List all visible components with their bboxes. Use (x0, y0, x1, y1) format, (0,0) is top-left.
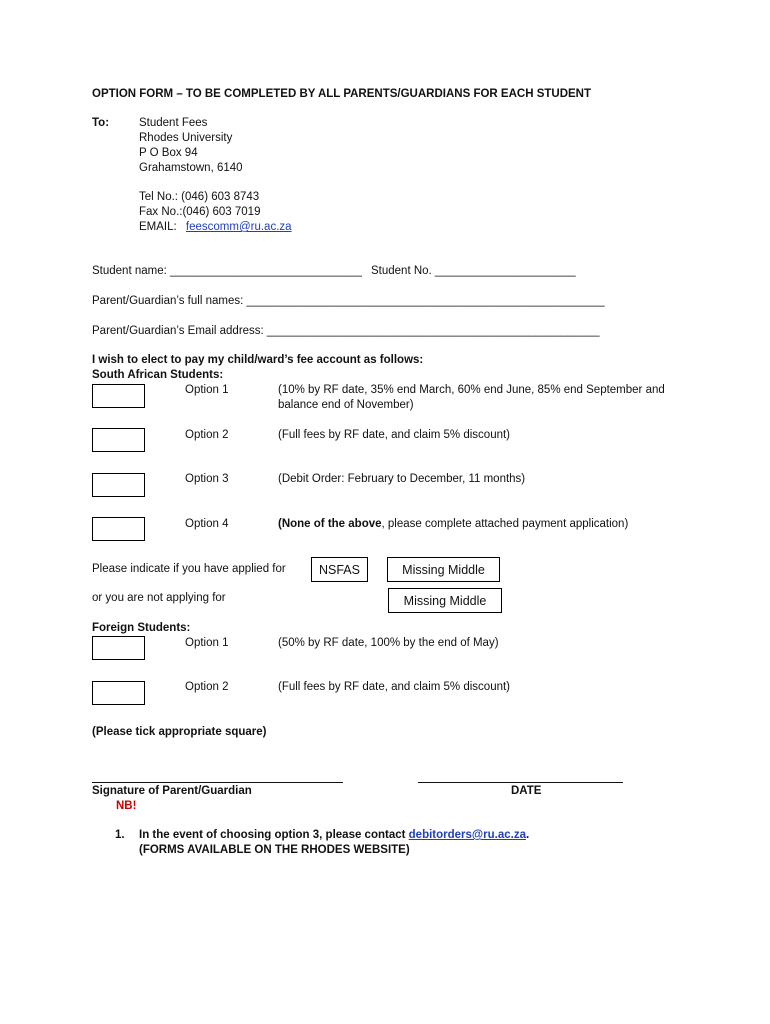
note-text (139, 829, 529, 841)
sa-option-3-label: Option 3 (185, 473, 229, 485)
missing-middle-option-not-applying[interactable]: Missing Middle (388, 588, 502, 613)
form-title: OPTION FORM – TO BE COMPLETED BY ALL PARENTS/GUARDIANS FOR EACH STUDENT (92, 88, 591, 100)
tel-number: Tel No.: (046) 603 8743 (139, 191, 260, 203)
student-name-field[interactable]: Student name: ______________________________ (92, 265, 362, 277)
sa-option-1-label: Option 1 (185, 384, 229, 396)
nb-label: NB! (116, 800, 137, 812)
fax-number: Fax No.:(046) 603 7019 (139, 206, 261, 218)
sa-option-4-desc-bold: (None of the above (278, 518, 382, 530)
note-text-before: In the event of choosing option 3, please contact (139, 829, 409, 841)
foreign-option-1-desc: (50% by RF date, 100% by the end of May) (278, 637, 499, 649)
intro-text: I wish to elect to pay my child/ward’s fee account as follows: (92, 354, 424, 366)
sa-option-1-desc: (10% by RF date, 35% end March, 60% end June, 85% end September and (278, 384, 665, 396)
not-applying-text: or you are not applying for (92, 592, 226, 604)
sa-option-1-checkbox[interactable] (92, 384, 145, 408)
sa-option-3-desc: (Debit Order: February to December, 11 months) (278, 473, 526, 485)
address-line-4: Grahamstown, 6140 (139, 162, 243, 174)
foreign-option-1-label: Option 1 (185, 637, 229, 649)
address-line-1: Student Fees (139, 117, 208, 129)
sa-option-4-desc (278, 518, 628, 530)
foreign-option-1-checkbox[interactable] (92, 636, 145, 660)
foreign-option-2-checkbox[interactable] (92, 681, 145, 705)
foreign-option-2-desc: (Full fees by RF date, and claim 5% discount) (278, 681, 511, 693)
note-line-2: (FORMS AVAILABLE ON THE RHODES WEBSITE) (139, 844, 410, 856)
foreign-option-2-label: Option 2 (185, 681, 229, 693)
parent-email-field[interactable]: Parent/Guardian’s Email address: ____________________________________________________ (92, 325, 600, 337)
email-link[interactable]: feescomm@ru.ac.za (185, 221, 292, 233)
foreign-heading: Foreign Students: (92, 622, 191, 634)
sa-option-4-label: Option 4 (185, 518, 229, 530)
debit-orders-email-link[interactable]: debitorders@ru.ac.za (408, 829, 526, 841)
address-line-3: P O Box 94 (139, 147, 198, 159)
missing-middle-option-applied[interactable]: Missing Middle (387, 557, 500, 582)
address-line-2: Rhodes University (139, 132, 233, 144)
sa-option-2-checkbox[interactable] (92, 428, 145, 452)
sa-option-2-label: Option 2 (185, 429, 229, 441)
email-row (139, 221, 292, 233)
date-line[interactable] (418, 782, 623, 783)
signature-label: Signature of Parent/Guardian (92, 785, 252, 797)
parent-name-field[interactable]: Parent/Guardian’s full names: ________________________________________________________ (92, 295, 605, 307)
tick-note: (Please tick appropriate square) (92, 726, 267, 738)
student-no-field[interactable]: Student No. ______________________ (371, 265, 576, 277)
nsfas-applied-text: Please indicate if you have applied for (92, 563, 286, 575)
note-number: 1. (115, 829, 125, 841)
sa-option-4-checkbox[interactable] (92, 517, 145, 541)
sa-heading: South African Students: (92, 369, 224, 381)
nsfas-option[interactable]: NSFAS (311, 557, 368, 582)
email-label: EMAIL: (139, 221, 177, 233)
signature-line[interactable] (92, 782, 343, 783)
sa-option-1-desc-cont: balance end of November) (278, 399, 414, 411)
sa-option-2-desc: (Full fees by RF date, and claim 5% discount) (278, 429, 511, 441)
date-label: DATE (511, 785, 542, 797)
note-text-after: . (525, 829, 530, 841)
sa-option-3-checkbox[interactable] (92, 473, 145, 497)
to-label: To: (92, 117, 110, 129)
sa-option-4-desc-rest: , please complete attached payment application) (381, 518, 629, 530)
